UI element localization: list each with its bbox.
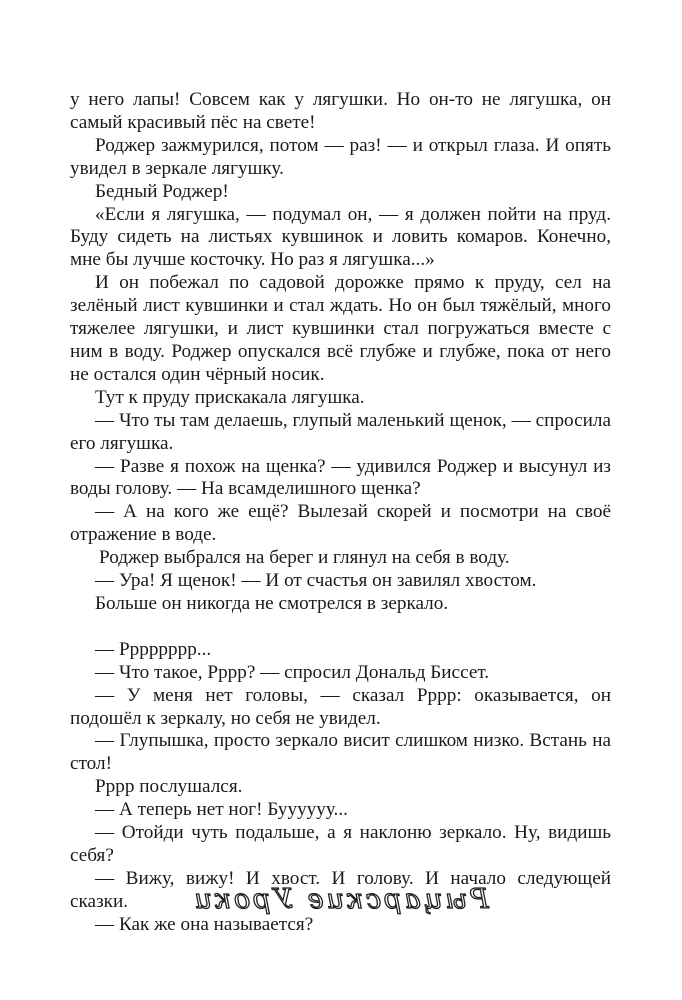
paragraph: Больше он никогда не смотрелся в зеркало. xyxy=(95,592,449,614)
paragraph: — У меня нет головы, — сказал Рррр: оказывается, он подошёл к зеркалу, но себя не увидел. xyxy=(70,684,611,729)
paragraph: — Глупышка, просто зеркало висит слишком низко. Встань на стол! xyxy=(70,730,611,775)
paragraph: — Как же она называется? xyxy=(95,913,314,935)
section-gap xyxy=(70,616,611,639)
paragraph: Бедный Роджер! xyxy=(95,180,229,202)
paragraph: Рррр послушался. xyxy=(95,776,243,798)
paragraph: — А на кого же ещё? Вылезай скорей и посмотри на своё отражение в воде. xyxy=(70,501,611,546)
paragraph: у него лапы! Совсем как у лягушки. Но он-то не лягушка, он самый красивый пёс на свете! xyxy=(70,89,611,133)
paragraph: — А теперь нет ног! Буууууу... xyxy=(95,799,348,821)
paragraph: — Рррррррр... xyxy=(95,638,212,660)
body-text xyxy=(70,89,611,937)
paragraph: Роджер зажмурился, потом — раз! — и открыл глаза. И опять увидел в зеркале лягушку. xyxy=(70,134,611,179)
paragraph: — Отойди чуть подальше, а я наклоню зеркало. Ну, видишь себя? xyxy=(70,822,611,866)
paragraph: Роджер выбрался на берег и глянул на себя в воду. xyxy=(99,547,510,569)
paragraph: Тут к пруду прискакала лягушка. xyxy=(95,386,365,408)
mirrored-story-title: Рыцарские Уроки xyxy=(191,883,489,915)
paragraph: И он побежал по садовой дорожке прямо к пруду, сел на зелёный лист кувшинки и стал ждать. Но он был тяжёлый, много тяжелее лягушки, и лист кувшинки стал погружаться вместе с ним в воду. Роджер опускался всё глубже и глубже, пока от него не остался один чёрный носик. xyxy=(70,272,611,385)
paragraph: — Ура! Я щенок! — И от счастья он завилял хвостом. xyxy=(95,570,537,592)
paragraph: — Что такое, Рррр? — спросил Дональд Биссет. xyxy=(95,661,490,683)
paragraph: «Если я лягушка, — подумал он, — я должен пойти на пруд. Буду сидеть на листьях кувшинок и ловить комаров. Конечно, мне бы лучше косточку. Но раз я лягушка...» xyxy=(70,203,611,271)
paragraph: — Что ты там делаешь, глупый маленький щенок, — спросила его лягушка. xyxy=(70,409,611,454)
paragraph: — Разве я похож на щенка? — удивился Роджер и высунул из воды голову. — На всамделишного щенка? xyxy=(70,455,611,500)
paragraph: — Вижу, вижу! И хвост. И голову. И начало следующей сказки. xyxy=(70,867,611,912)
